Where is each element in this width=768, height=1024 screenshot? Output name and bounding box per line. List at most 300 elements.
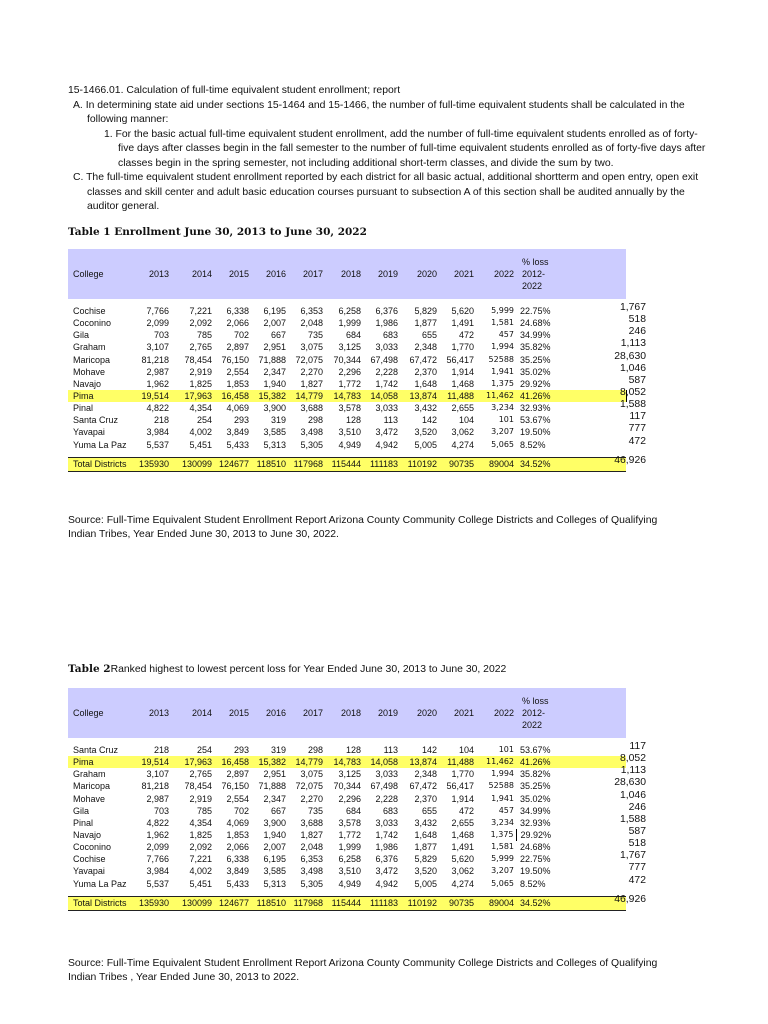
table-row bbox=[68, 341, 626, 353]
value-2017: 2,048 bbox=[300, 842, 323, 853]
percent-loss: 35.25% bbox=[520, 354, 551, 365]
value-2015: 3,849 bbox=[226, 427, 249, 438]
value-2014: 2,092 bbox=[189, 842, 212, 853]
value-2017: 298 bbox=[307, 745, 323, 756]
header-loss-line2: 2012- bbox=[522, 269, 546, 279]
value-2013: 7,766 bbox=[146, 306, 169, 317]
value-2013: 2,099 bbox=[146, 318, 169, 329]
value-2014: 2,765 bbox=[189, 342, 212, 353]
value-2019: 4,942 bbox=[375, 439, 398, 450]
college-name: Yuma La Paz bbox=[73, 439, 127, 450]
table1-source: Source: Full-Time Equivalent Student Enrollment Report Arizona County Community College Districts and Colleges of Qualifying Indian Tribes, Year Ended June 30, 2013 to June 30, 2022. bbox=[68, 515, 658, 540]
value-2021: 2,655 bbox=[451, 817, 474, 828]
value-2022: 1,375 bbox=[476, 829, 516, 841]
value-2020: 2,348 bbox=[414, 342, 437, 353]
header-loss-line1: % loss bbox=[522, 257, 549, 267]
table-row bbox=[68, 878, 626, 890]
value-2016: 2,007 bbox=[263, 842, 286, 853]
statute-text bbox=[68, 84, 708, 215]
college-name: Navajo bbox=[73, 378, 102, 389]
value-2013: 2,987 bbox=[146, 366, 169, 377]
value-2013: 2,099 bbox=[146, 842, 169, 853]
value-2018: 3,125 bbox=[338, 342, 361, 353]
value-2016: 3,900 bbox=[263, 403, 286, 414]
total-2019: 111183 bbox=[363, 896, 400, 910]
value-2019: 3,472 bbox=[375, 866, 398, 877]
value-2013: 19,514 bbox=[130, 390, 171, 402]
difference-value: 777 bbox=[628, 862, 646, 874]
college-name: Graham bbox=[73, 769, 106, 780]
value-2013: 4,822 bbox=[146, 403, 169, 414]
value-2019: 1,986 bbox=[375, 842, 398, 853]
college-name: Mohave bbox=[73, 366, 106, 377]
value-2017: 6,353 bbox=[300, 306, 323, 317]
value-2017: 1,827 bbox=[300, 830, 323, 841]
percent-loss: 34.99% bbox=[520, 805, 551, 816]
value-2018: 14,783 bbox=[325, 390, 363, 402]
value-2014: 78,454 bbox=[184, 781, 212, 792]
value-2014: 2,919 bbox=[189, 793, 212, 804]
value-2015: 293 bbox=[233, 745, 249, 756]
value-2019: 1,986 bbox=[375, 318, 398, 329]
value-2017: 3,075 bbox=[300, 342, 323, 353]
value-2019: 3,472 bbox=[375, 427, 398, 438]
header-2014: 2014 bbox=[171, 249, 214, 299]
value-2019: 3,033 bbox=[375, 769, 398, 780]
value-2016: 3,585 bbox=[263, 866, 286, 877]
value-2015: 5,433 bbox=[226, 439, 249, 450]
college-name: Gila bbox=[73, 805, 90, 816]
college-name: Maricopa bbox=[73, 354, 111, 365]
value-2015: 702 bbox=[233, 805, 249, 816]
value-2020: 5,829 bbox=[414, 854, 437, 865]
total-2020: 110192 bbox=[400, 896, 439, 910]
value-2015: 76,150 bbox=[221, 354, 249, 365]
value-2018: 2,296 bbox=[338, 793, 361, 804]
value-2014: 785 bbox=[196, 805, 212, 816]
value-2015: 4,069 bbox=[226, 403, 249, 414]
difference-value: 246 bbox=[628, 326, 646, 338]
total-2016: 118510 bbox=[251, 896, 288, 910]
value-2013: 4,822 bbox=[146, 817, 169, 828]
value-2020: 3,432 bbox=[414, 817, 437, 828]
table-row bbox=[68, 817, 626, 829]
value-2017: 6,353 bbox=[300, 854, 323, 865]
value-2015: 2,066 bbox=[226, 842, 249, 853]
value-2015: 2,554 bbox=[226, 793, 249, 804]
table-row bbox=[68, 865, 626, 877]
table-row bbox=[68, 793, 626, 805]
value-2013: 1,962 bbox=[146, 378, 169, 389]
difference-value: 777 bbox=[628, 423, 646, 435]
value-2019: 2,228 bbox=[375, 793, 398, 804]
header-college: College bbox=[68, 688, 130, 738]
value-2016: 2,007 bbox=[263, 318, 286, 329]
college-name: Coconino bbox=[73, 318, 112, 329]
value-2022: 5,999 bbox=[491, 854, 514, 864]
value-2022: 3,207 bbox=[491, 427, 514, 437]
value-2020: 1,648 bbox=[414, 830, 437, 841]
college-name: Yavapai bbox=[73, 427, 105, 438]
table1-header-row bbox=[68, 249, 626, 299]
value-2021: 1,468 bbox=[451, 830, 474, 841]
table-row bbox=[68, 378, 626, 390]
total-2013: 135930 bbox=[130, 457, 171, 471]
value-2022: 457 bbox=[498, 805, 514, 815]
value-2021: 56,417 bbox=[446, 781, 474, 792]
header-2013: 2013 bbox=[130, 688, 171, 738]
total-2015: 124677 bbox=[214, 896, 251, 910]
value-2019: 3,033 bbox=[375, 403, 398, 414]
value-2016: 5,313 bbox=[263, 439, 286, 450]
value-2016: 71,888 bbox=[258, 781, 286, 792]
percent-loss: 29.92% bbox=[520, 378, 551, 389]
value-2019: 2,228 bbox=[375, 366, 398, 377]
percent-loss: 41.26% bbox=[516, 390, 626, 402]
value-2015: 76,150 bbox=[221, 781, 249, 792]
table-row bbox=[68, 853, 626, 865]
difference-value: 1,113 bbox=[620, 338, 646, 350]
value-2020: 67,472 bbox=[409, 781, 437, 792]
value-2016: 6,195 bbox=[263, 306, 286, 317]
value-2018: 6,258 bbox=[338, 854, 361, 865]
difference-value: 472 bbox=[628, 874, 646, 886]
value-2014: 4,002 bbox=[189, 866, 212, 877]
value-2014: 5,451 bbox=[189, 439, 212, 450]
value-2013: 2,987 bbox=[146, 793, 169, 804]
table1-difference-column bbox=[560, 302, 646, 467]
value-2021: 1,491 bbox=[451, 318, 474, 329]
value-2022: 11,462 bbox=[476, 390, 516, 402]
value-2017: 735 bbox=[307, 330, 323, 341]
value-2015: 1,853 bbox=[226, 830, 249, 841]
value-2022: 3,234 bbox=[491, 817, 514, 827]
difference-value: 472 bbox=[628, 435, 646, 447]
table-row bbox=[68, 780, 626, 792]
value-2015: 2,897 bbox=[226, 769, 249, 780]
header-2016: 2016 bbox=[251, 249, 288, 299]
value-2020: 2,348 bbox=[414, 769, 437, 780]
table-row bbox=[68, 366, 626, 378]
percent-loss: 8.52% bbox=[520, 878, 546, 889]
table-row bbox=[68, 841, 626, 853]
value-2014: 254 bbox=[196, 745, 212, 756]
header-2022: 2022 bbox=[476, 688, 516, 738]
header-2019: 2019 bbox=[363, 688, 400, 738]
value-2017: 5,305 bbox=[300, 439, 323, 450]
value-2019: 1,742 bbox=[375, 378, 398, 389]
header-2016: 2016 bbox=[251, 688, 288, 738]
table-row bbox=[68, 317, 626, 329]
value-2017: 2,270 bbox=[300, 793, 323, 804]
total-label: Total Districts bbox=[68, 896, 130, 910]
college-name: Mohave bbox=[73, 793, 106, 804]
value-2022: 101 bbox=[498, 415, 514, 425]
college-name: Pinal bbox=[73, 403, 94, 414]
value-2015: 1,853 bbox=[226, 378, 249, 389]
difference-value: 117 bbox=[629, 411, 646, 423]
value-2014: 17,963 bbox=[171, 756, 214, 768]
value-2020: 142 bbox=[421, 745, 437, 756]
value-2018: 14,783 bbox=[325, 756, 363, 768]
total-2013: 135930 bbox=[130, 896, 171, 910]
value-2013: 19,514 bbox=[130, 756, 171, 768]
difference-value: 246 bbox=[628, 801, 646, 813]
value-2021: 3,062 bbox=[451, 866, 474, 877]
value-2020: 655 bbox=[421, 330, 437, 341]
value-2016: 667 bbox=[270, 805, 286, 816]
table2-title bbox=[68, 663, 506, 675]
value-2017: 2,270 bbox=[300, 366, 323, 377]
value-2014: 4,354 bbox=[189, 817, 212, 828]
total-2022: 89004 bbox=[476, 457, 516, 471]
value-2014: 4,354 bbox=[189, 403, 212, 414]
header-college: College bbox=[68, 249, 130, 299]
value-2016: 15,382 bbox=[251, 390, 288, 402]
value-2021: 5,620 bbox=[451, 854, 474, 865]
total-2021: 90735 bbox=[439, 896, 476, 910]
statute-item-1: 1. For the basic actual full-time equivalent student enrollment, add the number of full-time equivalent students enrolled as of forty-five days after classes begin in the fall semester to the number of full-time equivalent students enrolled as of forty-five days after classes begin in the spring semester, not including additional short-term classes, and divide the sum by two. bbox=[104, 128, 706, 169]
value-2020: 3,520 bbox=[414, 427, 437, 438]
value-2020: 655 bbox=[421, 805, 437, 816]
difference-value: 518 bbox=[628, 838, 646, 850]
value-2021: 1,914 bbox=[451, 793, 474, 804]
statute-item-a: A. In determining state aid under sections 15-1464 and 15-1466, the number of full-time equivalent students shall be calculated in the following manner: bbox=[73, 99, 685, 125]
header-2021: 2021 bbox=[439, 249, 476, 299]
table-row bbox=[68, 744, 626, 756]
header-loss-line3: 2022 bbox=[522, 281, 543, 291]
college-name: Maricopa bbox=[73, 781, 111, 792]
value-2021: 3,062 bbox=[451, 427, 474, 438]
header-percent-loss bbox=[516, 688, 626, 738]
table-row bbox=[68, 768, 626, 780]
total-2015: 124677 bbox=[214, 457, 251, 471]
header-loss-line2: 2012- bbox=[522, 708, 546, 718]
value-2021: 4,274 bbox=[451, 439, 474, 450]
value-2018: 1,999 bbox=[338, 318, 361, 329]
header-2022: 2022 bbox=[476, 249, 516, 299]
value-2020: 3,520 bbox=[414, 866, 437, 877]
value-2014: 4,002 bbox=[189, 427, 212, 438]
value-2021: 1,770 bbox=[451, 342, 474, 353]
value-2016: 2,347 bbox=[263, 793, 286, 804]
percent-loss: 53.67% bbox=[520, 745, 551, 756]
value-2013: 3,107 bbox=[146, 769, 169, 780]
value-2016: 6,195 bbox=[263, 854, 286, 865]
value-2019: 683 bbox=[382, 805, 398, 816]
value-2021: 1,914 bbox=[451, 366, 474, 377]
college-name: Navajo bbox=[73, 830, 102, 841]
value-2015: 6,338 bbox=[226, 854, 249, 865]
statute-heading: 15-1466.01. Calculation of full-time equivalent student enrollment; report bbox=[68, 85, 401, 96]
value-2013: 5,537 bbox=[146, 878, 169, 889]
value-2016: 319 bbox=[270, 745, 286, 756]
header-2020: 2020 bbox=[400, 688, 439, 738]
value-2016: 15,382 bbox=[251, 756, 288, 768]
value-2016: 5,313 bbox=[263, 878, 286, 889]
value-2015: 702 bbox=[233, 330, 249, 341]
percent-loss: 19.50% bbox=[520, 427, 551, 438]
table-row bbox=[68, 426, 626, 438]
value-2022: 1,994 bbox=[491, 769, 514, 779]
value-2021: 11,488 bbox=[439, 390, 476, 402]
total-percent-loss: 34.52% bbox=[516, 457, 626, 471]
value-2019: 14,058 bbox=[363, 756, 400, 768]
value-2022: 1,581 bbox=[491, 318, 514, 328]
value-2016: 2,951 bbox=[263, 769, 286, 780]
value-2020: 142 bbox=[421, 415, 437, 426]
table2-header-row bbox=[68, 688, 626, 738]
header-2019: 2019 bbox=[363, 249, 400, 299]
value-2014: 78,454 bbox=[184, 354, 212, 365]
percent-loss: 29.92% bbox=[520, 830, 552, 841]
value-2017: 298 bbox=[307, 415, 323, 426]
header-percent-loss bbox=[516, 249, 626, 299]
percent-loss: 41.26% bbox=[516, 756, 626, 768]
total-difference-value: 46,926 bbox=[614, 893, 646, 905]
value-2013: 7,766 bbox=[146, 854, 169, 865]
percent-loss: 8.52% bbox=[520, 439, 546, 450]
percent-loss: 19.50% bbox=[520, 866, 551, 877]
percent-loss: 34.99% bbox=[520, 330, 551, 341]
value-2018: 70,344 bbox=[333, 781, 361, 792]
percent-loss: 32.93% bbox=[520, 817, 551, 828]
difference-value: 28,630 bbox=[614, 350, 646, 362]
value-2020: 5,005 bbox=[414, 878, 437, 889]
value-2019: 6,376 bbox=[375, 854, 398, 865]
college-name: Graham bbox=[73, 342, 106, 353]
value-2013: 3,984 bbox=[146, 866, 169, 877]
value-2022: 5,065 bbox=[491, 878, 514, 888]
value-2022: 5,065 bbox=[491, 439, 514, 449]
value-2017: 735 bbox=[307, 805, 323, 816]
value-2021: 472 bbox=[458, 805, 474, 816]
value-2016: 3,900 bbox=[263, 817, 286, 828]
header-2017: 2017 bbox=[288, 249, 325, 299]
value-2021: 472 bbox=[458, 330, 474, 341]
value-2021: 1,491 bbox=[451, 842, 474, 853]
total-row bbox=[68, 457, 626, 471]
table-row bbox=[68, 829, 626, 841]
value-2021: 2,655 bbox=[451, 403, 474, 414]
value-2022: 52588 bbox=[488, 781, 514, 791]
value-2016: 1,940 bbox=[263, 378, 286, 389]
value-2017: 3,498 bbox=[300, 866, 323, 877]
difference-value: 1,046 bbox=[619, 362, 646, 374]
table2-source: Source: Full-Time Equivalent Student Enrollment Report Arizona County Community College Districts and Colleges of Qualifying Indian Tribes , Year Ended June 30, 2013 to 2022. bbox=[68, 958, 658, 983]
value-2017: 72,075 bbox=[295, 354, 323, 365]
difference-value: 1,767 bbox=[619, 850, 646, 862]
percent-loss: 22.75% bbox=[520, 854, 551, 865]
table-row bbox=[68, 390, 626, 402]
table1-title: Table 1 Enrollment June 30, 2013 to June 30, 2022 bbox=[68, 226, 367, 238]
value-2017: 3,075 bbox=[300, 769, 323, 780]
percent-loss: 32.93% bbox=[520, 403, 551, 414]
college-name: Cochise bbox=[73, 306, 106, 317]
table2-title-text: Ranked highest to lowest percent loss for Year Ended June 30, 2013 to June 30, 2022 bbox=[110, 664, 507, 675]
value-2022: 5,999 bbox=[491, 306, 514, 316]
college-name: Yavapai bbox=[73, 866, 105, 877]
total-2014: 130099 bbox=[171, 896, 214, 910]
value-2020: 2,370 bbox=[414, 366, 437, 377]
value-2016: 2,951 bbox=[263, 342, 286, 353]
value-2021: 56,417 bbox=[446, 354, 474, 365]
value-2019: 3,033 bbox=[375, 817, 398, 828]
value-2017: 5,305 bbox=[300, 878, 323, 889]
total-2018: 115444 bbox=[325, 457, 363, 471]
value-2015: 2,066 bbox=[226, 318, 249, 329]
value-2022: 52588 bbox=[488, 354, 514, 364]
table2-title-label: Table 2 bbox=[68, 663, 111, 675]
value-2018: 1,999 bbox=[338, 842, 361, 853]
value-2020: 13,874 bbox=[400, 390, 439, 402]
value-2018: 684 bbox=[345, 330, 361, 341]
college-name: Coconino bbox=[73, 842, 112, 853]
total-label: Total Districts bbox=[68, 457, 130, 471]
value-2017: 1,827 bbox=[300, 378, 323, 389]
value-2018: 3,578 bbox=[338, 817, 361, 828]
value-2021: 4,274 bbox=[451, 878, 474, 889]
header-2017: 2017 bbox=[288, 688, 325, 738]
value-2017: 72,075 bbox=[295, 781, 323, 792]
percent-loss: 24.68% bbox=[520, 842, 551, 853]
total-difference-value: 46,926 bbox=[614, 454, 646, 466]
value-2022: 1,941 bbox=[491, 366, 514, 376]
difference-value: 1,588 bbox=[619, 813, 646, 825]
percent-loss: 35.82% bbox=[520, 342, 551, 353]
total-2017: 117968 bbox=[288, 896, 325, 910]
value-2019: 3,033 bbox=[375, 342, 398, 353]
value-2022: 101 bbox=[498, 745, 514, 755]
table-row bbox=[68, 805, 626, 817]
header-loss-line3: 2022 bbox=[522, 720, 543, 730]
value-2017: 3,688 bbox=[300, 817, 323, 828]
value-2019: 4,942 bbox=[375, 878, 398, 889]
value-2021: 1,770 bbox=[451, 769, 474, 780]
value-2019: 113 bbox=[383, 415, 398, 426]
value-2018: 3,510 bbox=[338, 866, 361, 877]
header-2020: 2020 bbox=[400, 249, 439, 299]
value-2015: 5,433 bbox=[226, 878, 249, 889]
value-2020: 1,648 bbox=[414, 378, 437, 389]
value-2020: 5,005 bbox=[414, 439, 437, 450]
value-2017: 2,048 bbox=[300, 318, 323, 329]
value-2022: 3,234 bbox=[491, 403, 514, 413]
value-2014: 7,221 bbox=[189, 854, 212, 865]
value-2014: 17,963 bbox=[171, 390, 214, 402]
value-2022: 1,994 bbox=[491, 342, 514, 352]
value-2015: 3,849 bbox=[226, 866, 249, 877]
total-2020: 110192 bbox=[400, 457, 439, 471]
header-loss-line1: % loss bbox=[522, 696, 549, 706]
value-2022: 3,207 bbox=[491, 866, 514, 876]
college-name: Yuma La Paz bbox=[73, 878, 127, 889]
value-2014: 2,919 bbox=[189, 366, 212, 377]
value-2021: 1,468 bbox=[451, 378, 474, 389]
value-2013: 81,218 bbox=[141, 781, 169, 792]
value-2014: 5,451 bbox=[189, 878, 212, 889]
percent-loss: 22.75% bbox=[520, 306, 551, 317]
value-2018: 4,949 bbox=[338, 878, 361, 889]
value-2018: 6,258 bbox=[338, 306, 361, 317]
value-2014: 1,825 bbox=[189, 378, 212, 389]
college-name: Santa Cruz bbox=[73, 415, 119, 426]
value-2018: 1,772 bbox=[338, 378, 361, 389]
total-row bbox=[68, 896, 626, 910]
college-name: Cochise bbox=[73, 854, 106, 865]
difference-value: 28,630 bbox=[614, 777, 646, 789]
value-2020: 3,432 bbox=[414, 403, 437, 414]
